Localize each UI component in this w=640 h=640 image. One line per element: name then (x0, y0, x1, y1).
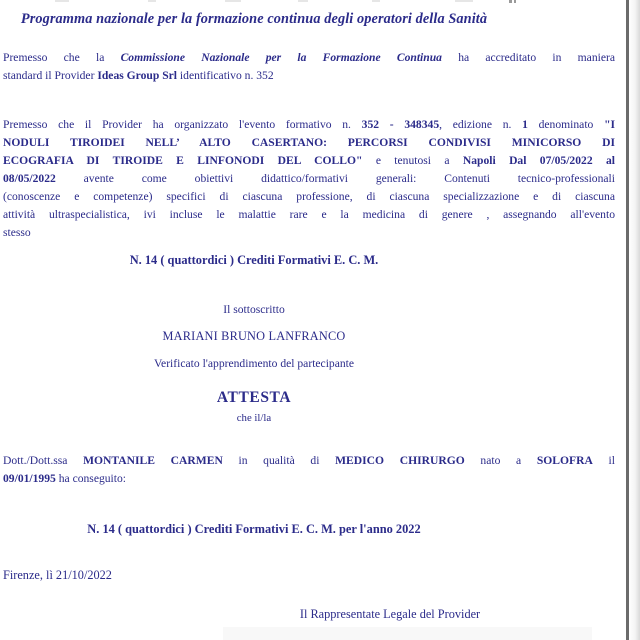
credits-year-line: N. 14 ( quattordici ) Crediti Formativi E. C. M. per l'anno 2022 (87, 522, 421, 536)
paragraph-line: Premesso che il Provider ha organizzato l'evento formativo n. 352 - 348345, edizione n. 1 denominato "I (3, 118, 615, 131)
undersigned-label: Il sottoscritto (223, 303, 285, 316)
paragraph-line: attività ultraspecialistica, ivi incluse le malattie rare e la medicina di genere , assegnando all'evento (3, 208, 615, 221)
crop-artifact (372, 0, 380, 2)
legal-representative-label: Il Rappresentate Legale del Provider (299, 607, 481, 621)
premise-event-paragraph (3, 116, 615, 242)
document-title: Programma nazionale per la formazione continua degli operatori della Sanità (20, 11, 488, 27)
attesta-heading: ATTESTA (216, 389, 292, 406)
paragraph-line: standard il Provider Ideas Group Srl identificativo n. 352 (3, 69, 274, 82)
paragraph-line: Dott./Dott.ssa MONTANILE CARMEN in qualità di MEDICO CHIRURGO nato a SOLOFRA il (3, 454, 615, 467)
paragraph-line: NODULI TIROIDEI NELL’ ALTO CASERTANO: PERCORSI CONDIVISI MINICORSO DI (3, 136, 615, 149)
paragraph-line: ECOGRAFIA DI TIROIDE E LINFONODI DEL COLLO" e tenutosi a Napoli Dal 07/05/2022 al (3, 154, 615, 167)
crop-artifact (455, 0, 473, 2)
credits-event-line: N. 14 ( quattordici ) Crediti Formativi E. C. M. (129, 253, 379, 267)
signature-area (223, 627, 592, 640)
crop-artifact (509, 0, 512, 3)
paragraph-line: stesso (3, 226, 31, 239)
paragraph-line: 08/05/2022 avente come obiettivi didattico/formativi generali: Contenuti tecnico-professionali (3, 172, 615, 185)
che-il-la-label: che il/la (236, 412, 272, 424)
participant-paragraph (3, 452, 615, 488)
crop-artifact (148, 0, 156, 2)
signer-name: MARIANI BRUNO LANFRANCO (162, 329, 346, 343)
paragraph-line: (conoscenze e competenze) specifici di ciascuna professione, di ciascuna specializzazione e di ciascuna (3, 190, 615, 203)
paragraph-line: 09/01/1995 ha conseguito: (3, 472, 127, 485)
crop-artifact (225, 0, 241, 2)
verification-line: Verificato l'apprendimento del partecipante (153, 357, 355, 370)
paragraph-line: Premesso che la Commissione Nazionale per la Formazione Continua ha accreditato in maniera (3, 51, 615, 64)
premise-accreditation-paragraph (3, 49, 615, 85)
page-outside-margin (629, 0, 640, 640)
place-and-date: Firenze, lì 21/10/2022 (3, 568, 112, 582)
crop-artifact (298, 0, 308, 2)
crop-artifact (55, 0, 69, 2)
crop-artifact (514, 0, 516, 3)
